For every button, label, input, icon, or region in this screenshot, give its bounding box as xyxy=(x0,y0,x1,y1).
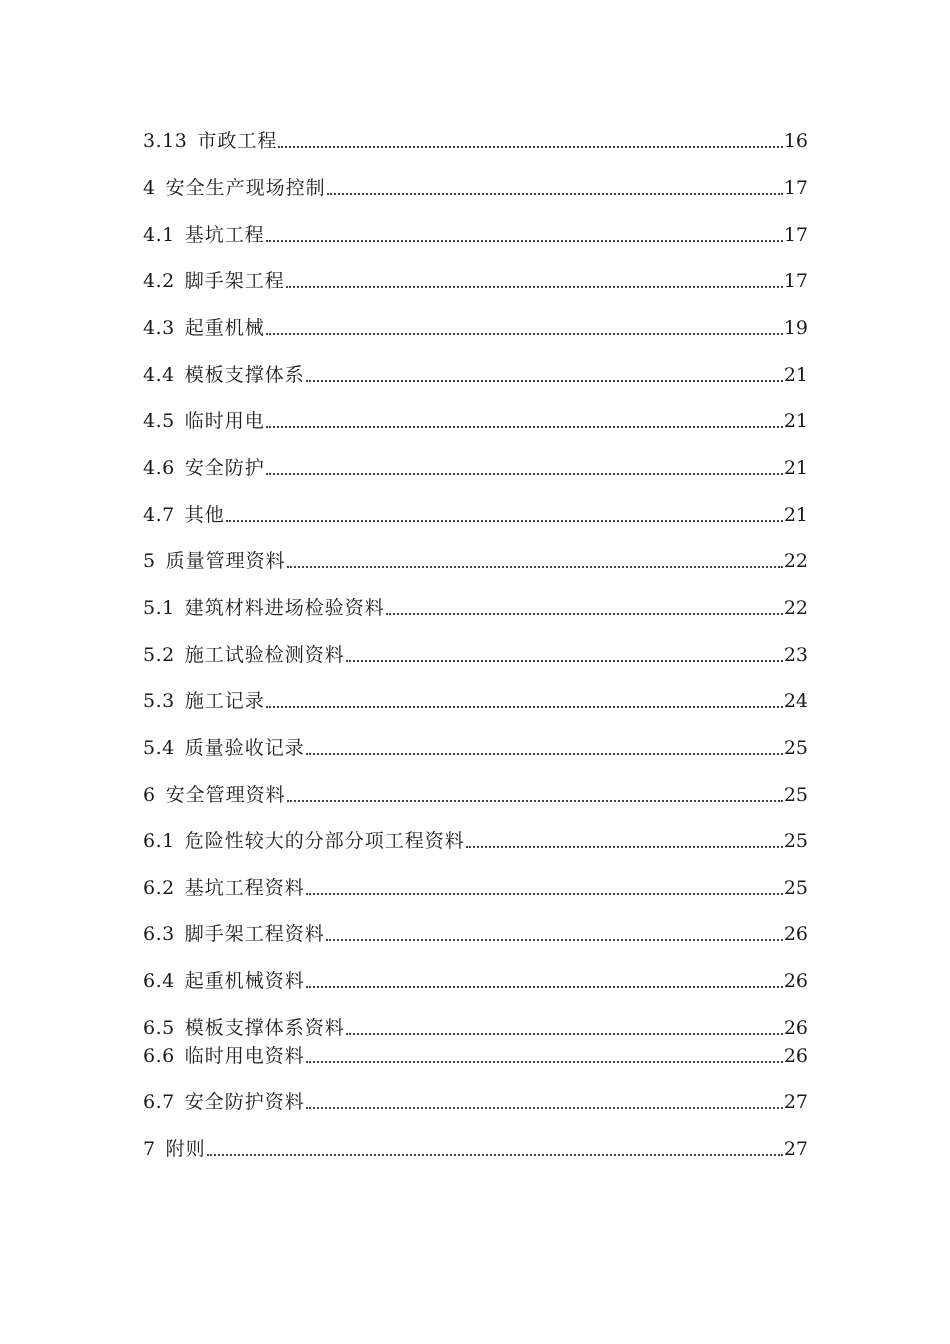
toc-entry-page: 19 xyxy=(783,317,808,339)
toc-entry-page: 25 xyxy=(783,737,808,759)
toc-entry-number: 4.3 xyxy=(143,317,175,339)
toc-entry-title: 起重机械 xyxy=(184,317,265,339)
toc-entry-page: 26 xyxy=(783,923,808,945)
toc-entry-title: 基坑工程资料 xyxy=(184,877,305,899)
toc-entry-page: 17 xyxy=(783,177,808,199)
dot-leader xyxy=(386,613,783,615)
toc-entry-number: 6.3 xyxy=(143,923,175,945)
dot-leader xyxy=(207,1154,783,1156)
toc-entry-4-7[interactable] xyxy=(143,498,808,528)
toc-entry-number: 5.2 xyxy=(143,644,175,666)
toc-entry-page: 17 xyxy=(783,224,808,246)
toc-entry-number: 6.1 xyxy=(143,830,175,852)
dot-leader xyxy=(306,380,783,382)
toc-entry-title: 安全防护资料 xyxy=(184,1091,305,1113)
toc-entry-page: 25 xyxy=(783,877,808,899)
toc-entry-page: 26 xyxy=(783,1045,808,1067)
toc-entry-number: 4 xyxy=(143,177,156,199)
toc-entry-number: 5.3 xyxy=(143,690,175,712)
dot-leader xyxy=(306,1061,783,1063)
toc-entry-5[interactable] xyxy=(143,544,808,574)
toc-entry-4-1[interactable] xyxy=(143,218,808,248)
toc-entry-number: 4.7 xyxy=(143,504,175,526)
toc-entry-page: 21 xyxy=(783,457,808,479)
toc-entry-number: 6.4 xyxy=(143,970,175,992)
toc-entry-number: 4.4 xyxy=(143,364,175,386)
toc-entry-title: 施工试验检测资料 xyxy=(184,644,345,666)
toc-entry-page: 26 xyxy=(783,1017,808,1039)
toc-entry-7[interactable] xyxy=(143,1132,808,1162)
toc-entry-title: 临时用电 xyxy=(184,410,265,432)
dot-leader xyxy=(346,1033,783,1035)
toc-entry-page: 21 xyxy=(783,410,808,432)
toc-entry-title: 市政工程 xyxy=(197,130,278,152)
toc-entry-title: 脚手架工程资料 xyxy=(184,923,325,945)
toc-entry-number: 3.13 xyxy=(143,130,188,152)
toc-entry-6-7[interactable] xyxy=(143,1085,808,1115)
toc-entry-6[interactable] xyxy=(143,778,808,808)
toc-entry-number: 7 xyxy=(143,1138,156,1160)
toc-entry-number: 6.2 xyxy=(143,877,175,899)
toc-entry-4-5[interactable] xyxy=(143,404,808,434)
toc-entry-title: 质量管理资料 xyxy=(165,550,286,572)
toc-entry-number: 6 xyxy=(143,784,156,806)
toc-entry-number: 4.5 xyxy=(143,410,175,432)
toc-entry-number: 4.1 xyxy=(143,224,175,246)
toc-entry-title: 脚手架工程 xyxy=(184,270,285,292)
dot-leader xyxy=(306,986,783,988)
toc-entry-page: 25 xyxy=(783,830,808,852)
toc-entry-title: 安全管理资料 xyxy=(165,784,286,806)
dot-leader xyxy=(266,240,783,242)
dot-leader xyxy=(306,753,783,755)
toc-entry-number: 5 xyxy=(143,550,156,572)
toc-entry-title: 危险性较大的分部分项工程资料 xyxy=(184,830,465,852)
toc-entry-title: 模板支撑体系 xyxy=(184,364,305,386)
toc-entry-title: 模板支撑体系资料 xyxy=(184,1017,345,1039)
toc-entry-number: 4.2 xyxy=(143,270,175,292)
toc-entry-3-13[interactable] xyxy=(143,124,808,154)
toc-entry-5-4[interactable] xyxy=(143,731,808,761)
dot-leader xyxy=(226,520,783,522)
toc-entry-5-3[interactable] xyxy=(143,684,808,714)
toc-entry-4-4[interactable] xyxy=(143,358,808,388)
toc-entry-title: 附则 xyxy=(165,1138,206,1160)
toc-entry-4[interactable] xyxy=(143,171,808,201)
dot-leader xyxy=(327,193,783,195)
toc-entry-page: 27 xyxy=(783,1091,808,1113)
toc-entry-4-3[interactable] xyxy=(143,311,808,341)
toc-entry-title: 建筑材料进场检验资料 xyxy=(184,597,385,619)
toc-entry-6-4[interactable] xyxy=(143,964,808,994)
toc-entry-6-6[interactable] xyxy=(143,1039,808,1069)
toc-entry-6-3[interactable] xyxy=(143,917,808,947)
toc-entry-6-5[interactable] xyxy=(143,1011,808,1041)
toc-entry-page: 21 xyxy=(783,364,808,386)
toc-entry-title: 安全生产现场控制 xyxy=(165,177,326,199)
toc-entry-page: 16 xyxy=(783,130,808,152)
toc-entry-page: 27 xyxy=(783,1138,808,1160)
dot-leader xyxy=(286,286,783,288)
toc-entry-title: 施工记录 xyxy=(184,690,265,712)
toc-entry-number: 6.7 xyxy=(143,1091,175,1113)
dot-leader xyxy=(306,1107,783,1109)
toc-entry-title: 其他 xyxy=(184,504,225,526)
dot-leader xyxy=(266,706,783,708)
toc-entry-page: 21 xyxy=(783,504,808,526)
toc-entry-title: 安全防护 xyxy=(184,457,265,479)
toc-entry-5-2[interactable] xyxy=(143,638,808,668)
toc-entry-title: 质量验收记录 xyxy=(184,737,305,759)
dot-leader xyxy=(287,566,783,568)
dot-leader xyxy=(266,426,783,428)
toc-entry-6-1[interactable] xyxy=(143,824,808,854)
toc-entry-page: 23 xyxy=(783,644,808,666)
toc-entry-number: 4.6 xyxy=(143,457,175,479)
toc-entry-page: 26 xyxy=(783,970,808,992)
toc-entry-title: 起重机械资料 xyxy=(184,970,305,992)
dot-leader xyxy=(306,893,783,895)
dot-leader xyxy=(466,846,783,848)
toc-entry-4-6[interactable] xyxy=(143,451,808,481)
toc-entry-page: 22 xyxy=(783,597,808,619)
toc-entry-page: 25 xyxy=(783,784,808,806)
toc-entry-page: 22 xyxy=(783,550,808,572)
toc-entry-title: 基坑工程 xyxy=(184,224,265,246)
toc-entry-page: 24 xyxy=(783,690,808,712)
dot-leader xyxy=(326,939,783,941)
toc-entry-6-2[interactable] xyxy=(143,871,808,901)
table-of-contents xyxy=(143,0,808,1344)
dot-leader xyxy=(278,146,782,148)
toc-entry-title: 临时用电资料 xyxy=(184,1045,305,1067)
toc-entry-4-2[interactable] xyxy=(143,264,808,294)
dot-leader xyxy=(287,800,783,802)
toc-entry-page: 17 xyxy=(783,270,808,292)
dot-leader xyxy=(346,660,783,662)
toc-entry-number: 6.6 xyxy=(143,1045,175,1067)
toc-entry-5-1[interactable] xyxy=(143,591,808,621)
toc-entry-number: 5.1 xyxy=(143,597,175,619)
toc-entry-number: 5.4 xyxy=(143,737,175,759)
dot-leader xyxy=(266,473,783,475)
dot-leader xyxy=(266,333,783,335)
toc-entry-number: 6.5 xyxy=(143,1017,175,1039)
